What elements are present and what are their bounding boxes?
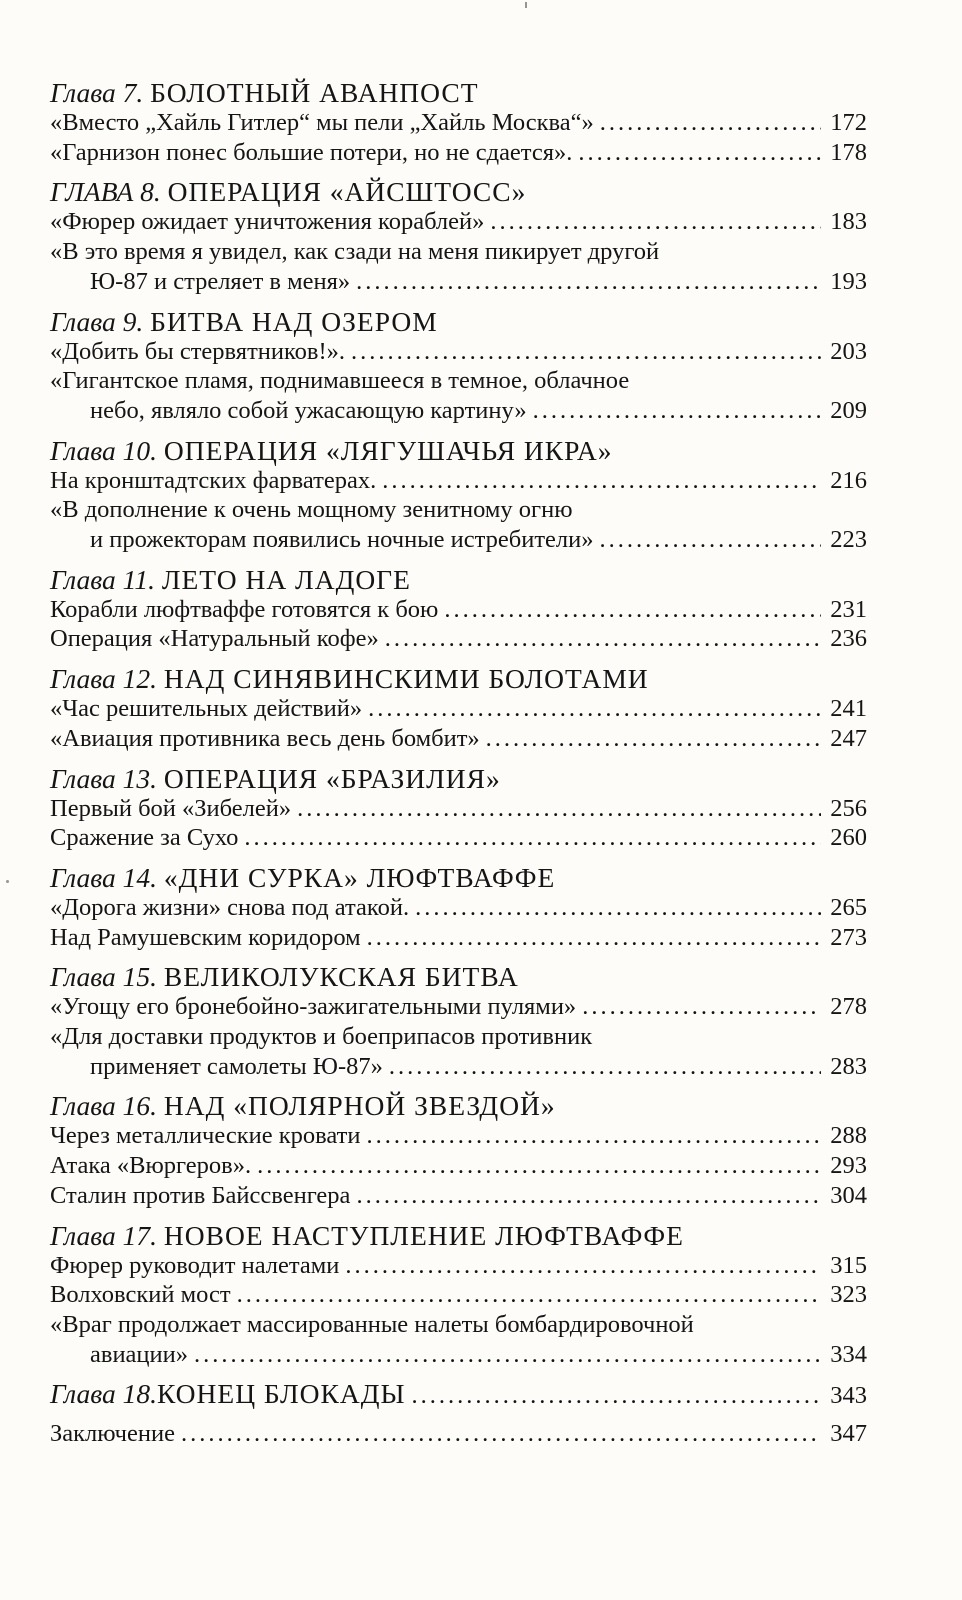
entry-title: Первый бой «Зибелей» (50, 794, 292, 822)
entry-row (50, 893, 867, 923)
toc-entry (50, 337, 867, 367)
chapter-title: ОПЕРАЦИЯ «БРАЗИЛИЯ» (163, 762, 501, 794)
toc-entry (50, 595, 867, 625)
entry-row (50, 138, 867, 168)
entry-title: На кронштадтских фарватерах. (50, 466, 377, 494)
dot-leader (297, 794, 821, 824)
chapter-title: БОЛОТНЫЙ АВАНПОСТ (150, 77, 479, 108)
toc-entry (50, 108, 867, 138)
chapter-heading (50, 307, 867, 337)
chapter-block (50, 78, 867, 167)
chapter-label: ГЛАВА 8. (50, 176, 161, 208)
entry-title: «Фюрер ожидает уничтожения кораблей» (50, 208, 485, 236)
entry-row (50, 694, 867, 724)
chapter-block (50, 1221, 867, 1370)
entry-row (50, 396, 867, 426)
dot-leader (582, 992, 821, 1022)
page-number: 323 (830, 1281, 867, 1309)
page-number: 241 (830, 695, 867, 723)
entry-row (50, 1151, 867, 1181)
entry-title: Корабли люфтваффе готовятся к бою (50, 595, 439, 623)
page-number: 236 (830, 625, 867, 653)
chapter-label: Глава 13. (50, 762, 158, 794)
page-number: 223 (830, 526, 867, 554)
entry-title: Атака «Вюргеров». (50, 1152, 252, 1180)
entry-title: Волховский мост (50, 1281, 231, 1309)
entry-title: Сталин против Байссвенгера (50, 1181, 351, 1209)
chapter-heading (50, 863, 867, 893)
entry-row (50, 337, 867, 367)
page-number: 193 (830, 267, 867, 295)
page-number: 334 (830, 1340, 867, 1368)
chapter-label: Глава 18. (50, 1378, 158, 1410)
dot-leader (382, 466, 821, 496)
chapter-block (50, 764, 867, 853)
chapter-block (50, 664, 867, 753)
chapter-heading (50, 565, 867, 595)
toc-entry (50, 893, 867, 923)
entry-row (50, 1251, 867, 1281)
entry-title: Через металлические кровати (50, 1122, 361, 1150)
chapter-title: БИТВА НАД ОЗЕРОМ (150, 305, 438, 337)
dot-leader (345, 1251, 821, 1281)
toc-entry (50, 823, 867, 853)
page-number: 343 (830, 1382, 867, 1410)
dot-leader (411, 1381, 821, 1411)
toc-entry (50, 1121, 867, 1151)
toc-entry (50, 207, 867, 237)
chapter-block (50, 565, 867, 654)
toc-entry (50, 495, 867, 554)
chapter-title: ОПЕРАЦИЯ «АЙСШТОСС» (167, 176, 527, 208)
chapter-heading (50, 177, 867, 207)
page-number: 283 (830, 1052, 867, 1080)
page-number: 347 (830, 1420, 867, 1448)
entry-row (50, 1181, 867, 1211)
chapter-block (50, 436, 867, 555)
page-number: 260 (830, 824, 867, 852)
entry-line: «В это время я увидел, как сзади на меня пикирует другой (50, 238, 660, 266)
toc-entry (50, 1310, 867, 1369)
dot-leader (366, 1121, 821, 1151)
entry-row (50, 1121, 867, 1151)
toc-entry (50, 724, 867, 754)
dot-leader (368, 694, 821, 724)
entry-row (50, 525, 867, 555)
toc-entry (50, 138, 867, 168)
toc-entry (50, 794, 867, 824)
page-number: 203 (830, 337, 867, 365)
dot-leader (356, 1181, 821, 1211)
chapter-heading (50, 78, 867, 108)
chapter-block (50, 1091, 867, 1210)
chapter-heading (50, 1221, 867, 1251)
page-number: 293 (830, 1152, 867, 1180)
chapter-title: ВЕЛИКОЛУКСКАЯ БИТВА (163, 961, 519, 993)
page-number: 265 (830, 893, 867, 921)
page-number: 247 (830, 724, 867, 752)
chapter-label: Глава 14. (50, 861, 158, 893)
entry-row (50, 108, 867, 138)
entry-title: Над Рамушевским коридором (50, 923, 361, 951)
entry-row (50, 207, 867, 237)
toc-entry (50, 1151, 867, 1181)
entry-line: «Для доставки продуктов и боеприпасов противник (50, 1023, 593, 1051)
entry-row (50, 466, 867, 496)
chapter-title: «ДНИ СУРКА» ЛЮФТВАФФЕ (163, 861, 556, 893)
table-of-contents (50, 78, 867, 1449)
chapter-title: ОПЕРАЦИЯ «ЛЯГУШАЧЬЯ ИКРА» (163, 434, 613, 466)
entry-row (50, 992, 867, 1022)
page-number: 178 (830, 138, 867, 166)
dot-leader (600, 525, 821, 555)
entry-title: «Дорога жизни» снова под атакой. (50, 893, 410, 921)
entry-title: «Угощу его бронебойно-зажигательными пулями» (50, 993, 577, 1021)
page-number: 231 (830, 595, 867, 623)
entry-row (50, 1280, 867, 1310)
entry-title: «Авиация противника весь день бомбит» (50, 724, 480, 752)
page-number: 172 (830, 109, 867, 136)
toc-entry (50, 1181, 867, 1211)
page-number: 256 (830, 794, 867, 822)
entry-title: Сражение за Сухо (50, 824, 239, 852)
dot-leader (444, 595, 821, 625)
chapter-heading (50, 664, 867, 694)
entry-row (50, 624, 867, 654)
standalone-entry (50, 1419, 867, 1449)
dot-leader (257, 1151, 821, 1181)
chapter-label: Глава 15. (50, 961, 158, 993)
chapter-block (50, 307, 867, 426)
chapter-block (50, 1379, 867, 1409)
entry-row (50, 1340, 867, 1370)
dot-leader (533, 396, 821, 426)
chapter-heading (50, 962, 867, 992)
dot-leader (181, 1419, 821, 1449)
page-number: 273 (830, 923, 867, 951)
toc-entry (50, 1251, 867, 1281)
entry-title: «Гарнизон понес большие потери, но не сдается». (50, 138, 573, 166)
dot-leader (389, 1052, 821, 1082)
entry-title: и прожекторам появились ночные истребители» (90, 526, 594, 554)
entry-title: «Вместо „Хайль Гитлер“ мы пели „Хайль Москва“» (50, 109, 594, 136)
page-number: 183 (830, 208, 867, 236)
toc-entry (50, 1022, 867, 1081)
chapter-label: Глава 7. (50, 77, 144, 108)
toc-entry (50, 1280, 867, 1310)
chapter-label: Глава 16. (50, 1090, 158, 1122)
toc-entry (50, 694, 867, 724)
dot-leader (194, 1340, 821, 1370)
chapter-block (50, 863, 867, 952)
entry-line: «Гигантское пламя, поднимавшееся в темное, облачное (50, 367, 630, 395)
chapter-label: Глава 11. (50, 563, 155, 595)
page-number: 278 (830, 993, 867, 1021)
dot-leader (237, 1280, 821, 1310)
page-number: 288 (830, 1122, 867, 1150)
page-number: 216 (830, 466, 867, 494)
dot-leader (356, 267, 821, 297)
page-number: 304 (830, 1181, 867, 1209)
chapter-label: Глава 12. (50, 663, 158, 695)
entry-row (50, 267, 867, 297)
entry-row (50, 923, 867, 953)
chapter-title: НОВОЕ НАСТУПЛЕНИЕ ЛЮФТВАФФЕ (163, 1219, 684, 1251)
chapter-title: КОНЕЦ БЛОКАДЫ (157, 1378, 406, 1410)
entry-title: небо, являло собой ужасающую картину» (90, 396, 527, 424)
chapter-title: НАД СИНЯВИНСКИМИ БОЛОТАМИ (163, 663, 649, 695)
entry-row (50, 794, 867, 824)
dot-leader (578, 138, 821, 168)
entry-line: «В дополнение к очень мощному зенитному огню (50, 496, 573, 524)
toc-entry (50, 237, 867, 296)
chapter-block (50, 177, 867, 296)
dot-leader (490, 207, 821, 237)
toc-entry (50, 992, 867, 1022)
dot-leader (486, 724, 821, 754)
toc-entry (50, 923, 867, 953)
page-number: 209 (830, 396, 867, 424)
entry-title: «Добить бы стервятников!». (50, 337, 346, 365)
entry-title: «Час решительных действий» (50, 695, 363, 723)
entry-title: Ю-87 и стреляет в меня» (90, 267, 351, 295)
entry-title: применяет самолеты Ю-87» (90, 1052, 383, 1080)
chapter-heading (50, 436, 867, 466)
entry-row (50, 1052, 867, 1082)
toc-entry (50, 466, 867, 496)
dot-leader (385, 624, 821, 654)
chapter-heading (50, 1091, 867, 1121)
chapter-label: Глава 9. (50, 305, 144, 337)
dot-leader (244, 823, 821, 853)
entry-line: «Враг продолжает массированные налеты бомбардировочной (50, 1310, 694, 1338)
page-number: 315 (830, 1251, 867, 1279)
entry-title: Операция «Натуральный кофе» (50, 625, 379, 653)
chapter-heading (50, 764, 867, 794)
entry-row (50, 724, 867, 754)
dot-leader (351, 337, 821, 367)
dot-leader (600, 108, 821, 138)
entry-row (50, 823, 867, 853)
paper-speck (6, 880, 9, 883)
chapter-title: НАД «ПОЛЯРНОЙ ЗВЕЗДОЙ» (163, 1090, 556, 1122)
chapter-block (50, 962, 867, 1081)
toc-entry (50, 624, 867, 654)
chapter-title: ЛЕТО НА ЛАДОГЕ (161, 563, 411, 595)
chapter-heading (50, 1379, 867, 1409)
chapter-label: Глава 17. (50, 1219, 158, 1251)
dot-leader (415, 893, 821, 923)
chapter-label: Глава 10. (50, 434, 158, 466)
toc-entry (50, 366, 867, 425)
entry-row (50, 595, 867, 625)
entry-title: авиации» (90, 1340, 189, 1368)
dot-leader (367, 923, 821, 953)
entry-title: Фюрер руководит налетами (50, 1251, 340, 1279)
paper-speck (525, 2, 527, 8)
entry-title: Заключение (50, 1420, 175, 1448)
